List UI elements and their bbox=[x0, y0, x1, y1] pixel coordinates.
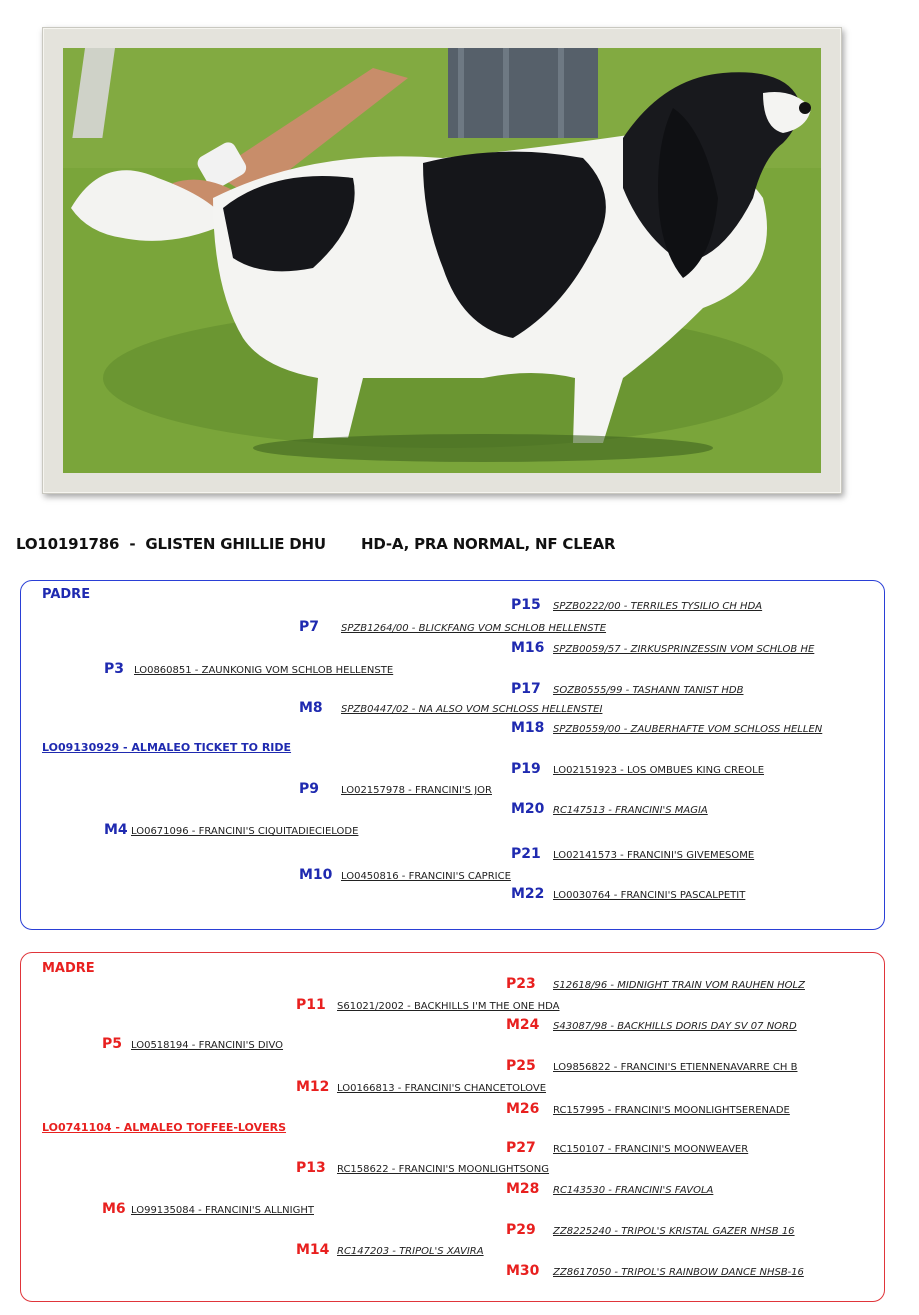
madre-code: P5 bbox=[102, 1036, 123, 1052]
madre-ancestor-link[interactable]: RC143530 - FRANCINI'S FAVOLA bbox=[553, 1185, 714, 1196]
madre-ancestor-link[interactable]: S43087/98 - BACKHILLS DORIS DAY SV 07 NORD bbox=[553, 1021, 797, 1032]
padre-ancestor-link[interactable]: LO02151923 - LOS OMBUES KING CREOLE bbox=[553, 765, 765, 776]
padre-code: P19 bbox=[511, 761, 541, 777]
padre-ancestor-link[interactable]: LO0450816 - FRANCINI'S CAPRICE bbox=[341, 871, 511, 882]
madre-ancestor-link[interactable]: S12618/96 - MIDNIGHT TRAIN VOM RAUHEN HOLZ bbox=[553, 980, 805, 991]
madre-ancestor-link[interactable]: S61021/2002 - BACKHILLS I'M THE ONE HDA bbox=[337, 1001, 560, 1012]
madre-heading: MADRE bbox=[42, 961, 95, 976]
padre-ancestor-link[interactable]: LO02141573 - FRANCINI'S GIVEMESOME bbox=[553, 850, 755, 861]
padre-code: P3 bbox=[104, 661, 125, 677]
madre-code: P23 bbox=[506, 976, 536, 992]
madre-code: M24 bbox=[506, 1017, 540, 1033]
madre-code: P11 bbox=[296, 997, 326, 1013]
madre-code: M26 bbox=[506, 1101, 540, 1117]
padre-ancestor-link[interactable]: SPZB0222/00 - TERRILES TYSILIO CH HDA bbox=[553, 601, 763, 612]
madre-ancestor-link[interactable]: RC147203 - TRIPOL'S XAVIRA bbox=[337, 1246, 484, 1257]
padre-code: M22 bbox=[511, 886, 545, 902]
padre-code: M18 bbox=[511, 720, 545, 736]
padre-ancestor-link[interactable]: SOZB0555/99 - TASHANN TANIST HDB bbox=[553, 685, 744, 696]
padre-code: M10 bbox=[299, 867, 333, 883]
madre-code: M30 bbox=[506, 1263, 540, 1279]
madre-ancestor-link[interactable]: LO99135084 - FRANCINI'S ALLNIGHT bbox=[131, 1205, 314, 1216]
dog-health-results: HD-A, PRA NORMAL, NF CLEAR bbox=[361, 535, 616, 553]
padre-ancestor-link[interactable]: SPZB0059/57 - ZIRKUSPRINZESSIN VOM SCHLOB HE bbox=[553, 644, 815, 655]
madre-ancestor-link[interactable]: RC157995 - FRANCINI'S MOONLIGHTSERENADE bbox=[553, 1105, 790, 1116]
padre-code: P9 bbox=[299, 781, 320, 797]
madre-ancestor-link[interactable]: LO0518194 - FRANCINI'S DIVO bbox=[131, 1040, 284, 1051]
madre-code: M28 bbox=[506, 1181, 540, 1197]
madre-ancestor-link[interactable]: ZZ8225240 - TRIPOL'S KRISTAL GAZER NHSB 16 bbox=[553, 1226, 795, 1237]
madre-code: P29 bbox=[506, 1222, 536, 1238]
dog-photo bbox=[63, 48, 821, 473]
madre-code: M14 bbox=[296, 1242, 330, 1258]
padre-code: P17 bbox=[511, 681, 541, 697]
madre-ancestor-link[interactable]: ZZ8617050 - TRIPOL'S RAINBOW DANCE NHSB-16 bbox=[553, 1267, 804, 1278]
padre-code: M20 bbox=[511, 801, 545, 817]
padre-ancestor-link[interactable]: LO0671096 - FRANCINI'S CIQUITADIECIELODE bbox=[131, 826, 359, 837]
padre-code: P7 bbox=[299, 619, 320, 635]
padre-ancestor-link[interactable]: LO0860851 - ZAUNKONIG VOM SCHLOB HELLENSTE bbox=[134, 665, 394, 676]
madre-code: M12 bbox=[296, 1079, 330, 1095]
madre-pedigree-box bbox=[20, 952, 885, 1302]
padre-ancestor-link[interactable]: SPZB0559/00 - ZAUBERHAFTE VOM SCHLOSS HELLEN bbox=[553, 724, 823, 735]
madre-code: P13 bbox=[296, 1160, 326, 1176]
padre-ancestor-link[interactable]: SPZB1264/00 - BLICKFANG VOM SCHLOB HELLENSTE bbox=[341, 623, 607, 634]
padre-ancestor-link[interactable]: LO02157978 - FRANCINI'S JOR bbox=[341, 785, 492, 796]
padre-pedigree-box bbox=[20, 580, 885, 930]
padre-code: M16 bbox=[511, 640, 545, 656]
padre-ancestor-link[interactable]: RC147513 - FRANCINI'S MAGIA bbox=[553, 805, 708, 816]
madre-ancestor-link[interactable]: LO0166813 - FRANCINI'S CHANCETOLOVE bbox=[337, 1083, 547, 1094]
photo-frame bbox=[42, 27, 842, 494]
padre-sire-link[interactable]: LO09130929 - ALMALEO TICKET TO RIDE bbox=[42, 741, 292, 754]
padre-code: P15 bbox=[511, 597, 541, 613]
madre-code: P25 bbox=[506, 1058, 536, 1074]
madre-code: P27 bbox=[506, 1140, 536, 1156]
padre-ancestor-link[interactable]: LO0030764 - FRANCINI'S PASCALPETIT bbox=[553, 890, 746, 901]
padre-ancestor-link[interactable]: SPZB0447/02 - NA ALSO VOM SCHLOSS HELLENSTEI bbox=[341, 704, 603, 715]
madre-dam-link[interactable]: LO0741104 - ALMALEO TOFFEE-LOVERS bbox=[42, 1121, 287, 1134]
dog-id-name: LO10191786 - GLISTEN GHILLIE DHU bbox=[16, 535, 326, 553]
madre-ancestor-link[interactable]: LO9856822 - FRANCINI'S ETIENNENAVARRE CH B bbox=[553, 1062, 798, 1073]
padre-heading: PADRE bbox=[42, 587, 91, 602]
padre-code: M4 bbox=[104, 822, 128, 838]
padre-code: M8 bbox=[299, 700, 323, 716]
madre-ancestor-link[interactable]: RC158622 - FRANCINI'S MOONLIGHTSONG bbox=[337, 1164, 550, 1175]
padre-code: P21 bbox=[511, 846, 541, 862]
madre-ancestor-link[interactable]: RC150107 - FRANCINI'S MOONWEAVER bbox=[553, 1144, 749, 1155]
madre-code: M6 bbox=[102, 1201, 126, 1217]
